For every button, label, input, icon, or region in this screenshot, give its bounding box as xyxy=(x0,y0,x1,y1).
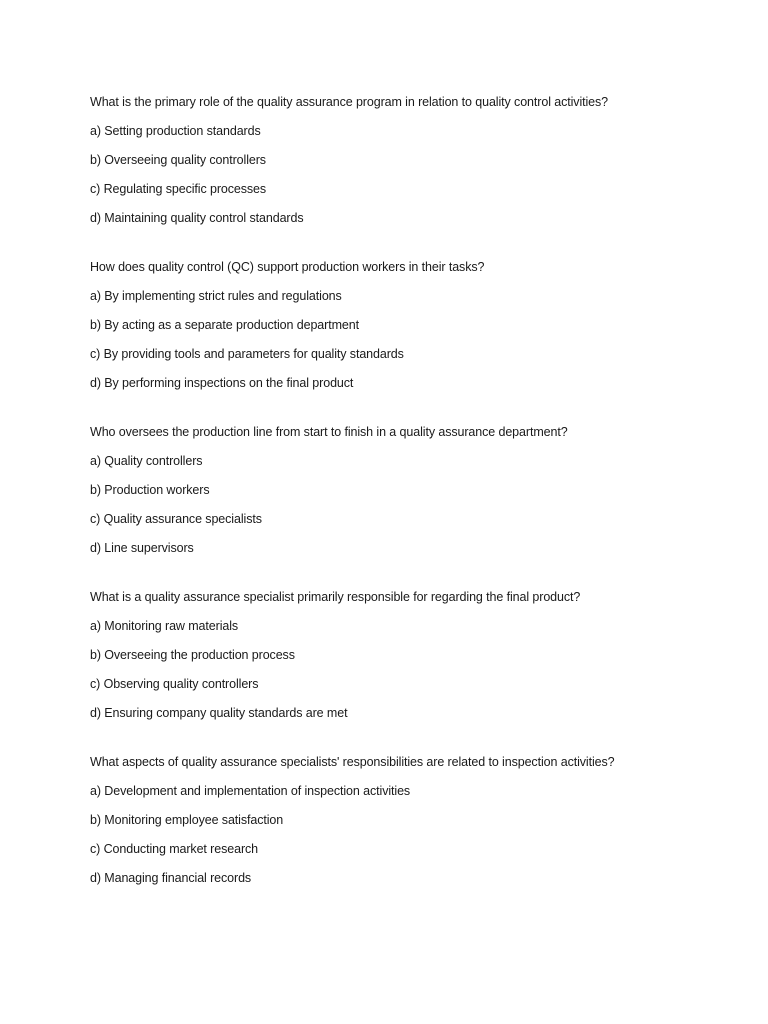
answer-option: a) Quality controllers xyxy=(90,454,203,468)
question-list xyxy=(90,92,730,917)
answer-option: c) Observing quality controllers xyxy=(90,677,259,691)
answer-option: c) Quality assurance specialists xyxy=(90,512,262,526)
question-block xyxy=(90,752,730,888)
question-text: What aspects of quality assurance specialists' responsibilities are related to inspection activities? xyxy=(90,755,615,769)
answer-option: d) Ensuring company quality standards are met xyxy=(90,706,348,720)
answer-option: b) Monitoring employee satisfaction xyxy=(90,813,284,827)
answer-option: a) Setting production standards xyxy=(90,124,261,138)
answer-option: c) By providing tools and parameters for quality standards xyxy=(90,347,404,361)
question-block xyxy=(90,587,730,723)
question-block xyxy=(90,422,730,558)
answer-option: d) Line supervisors xyxy=(90,541,194,555)
answer-option: b) By acting as a separate production department xyxy=(90,318,359,332)
answer-option: d) By performing inspections on the final product xyxy=(90,376,354,390)
question-text: What is a quality assurance specialist primarily responsible for regarding the final product? xyxy=(90,590,581,604)
answer-option: d) Maintaining quality control standards xyxy=(90,211,304,225)
answer-option: d) Managing financial records xyxy=(90,871,252,885)
answer-option: a) By implementing strict rules and regulations xyxy=(90,289,342,303)
answer-option: a) Development and implementation of inspection activities xyxy=(90,784,411,798)
question-text: Who oversees the production line from start to finish in a quality assurance department? xyxy=(90,425,568,439)
answer-option: c) Regulating specific processes xyxy=(90,182,267,196)
question-text: What is the primary role of the quality assurance program in relation to quality control activities? xyxy=(90,95,609,109)
question-block xyxy=(90,257,730,393)
question-block xyxy=(90,92,730,228)
question-text: How does quality control (QC) support production workers in their tasks? xyxy=(90,260,485,274)
answer-option: b) Overseeing the production process xyxy=(90,648,295,662)
answer-option: b) Overseeing quality controllers xyxy=(90,153,266,167)
answer-option: c) Conducting market research xyxy=(90,842,259,856)
answer-option: a) Monitoring raw materials xyxy=(90,619,239,633)
answer-option: b) Production workers xyxy=(90,483,210,497)
